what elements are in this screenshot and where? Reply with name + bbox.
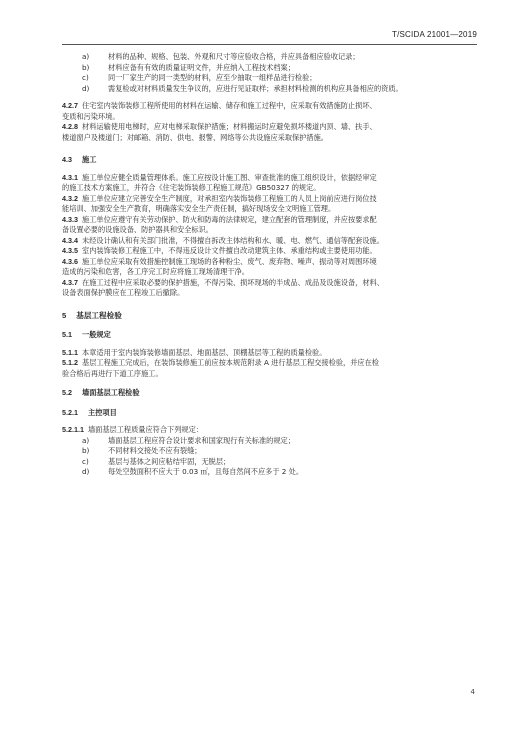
clause-number: 4.3.4 xyxy=(62,235,78,245)
clause-continuation-text: 备设置必要的设施设备、防护器具和安全标识。 xyxy=(62,225,213,234)
list-item-text: 材料应备有有效的质量证明文件，并应纳入工程技术档案； xyxy=(108,62,295,72)
clause-continuation xyxy=(62,112,477,123)
spacer xyxy=(62,143,477,155)
clause xyxy=(62,236,477,247)
clause-continuation-text: 设备表面保护膜应在工程竣工后撤除。 xyxy=(62,288,185,297)
clause-continuation-text: 的施工技术方案施工，并符合《住宅装饰装修工程施工规范》GB50327 的规定。 xyxy=(62,183,321,192)
spacer xyxy=(62,166,477,173)
clause xyxy=(62,215,477,226)
section-heading xyxy=(62,311,477,322)
clause xyxy=(62,358,477,369)
list-item xyxy=(62,52,477,63)
clause-text: 室内装饰装修工程施工中，不得违反设计文件擅自改动建筑主体、承重结构或主要使用功能。 xyxy=(82,246,377,255)
clause xyxy=(62,425,477,436)
list-item-label: b) xyxy=(82,62,90,72)
clause xyxy=(62,173,477,184)
clause-continuation-text: 造成的污染和危害，各工序完工时应将施工现场清理干净。 xyxy=(62,267,249,276)
list-item-text: 材料的品种、规格、包装、外观和尺寸等应验收合格，并应具备相应验收记录； xyxy=(108,52,360,61)
clause-continuation xyxy=(62,369,477,380)
list-item xyxy=(62,84,477,95)
section-title: 施工 xyxy=(82,155,97,164)
list-item-label: d) xyxy=(82,83,90,93)
spacer xyxy=(62,341,477,348)
spacer xyxy=(62,379,477,388)
clause-text: 施工单位应采取有效措施控制施工现场的各种粉尘、废气、废弃物、噪声、振动等对周围环境 xyxy=(82,256,377,266)
clause-continuation xyxy=(62,288,477,299)
section-title: 主控项目 xyxy=(88,407,117,417)
clause-continuation-text: 能培训、加强安全生产教育，明确落实安全生产责任制，搞好现场安全文明施工管理。 xyxy=(62,204,336,213)
clause-text: 本章适用于室内装饰装修墙面基层、地面基层、顶棚基层等工程的质量检验。 xyxy=(82,347,327,357)
list-item-label: a) xyxy=(82,435,90,445)
list-item-text: 同一厂家生产的同一类型的材料，应至少抽取一组样品进行检验； xyxy=(108,73,317,82)
clause-text: 施工单位应遵守有关劳动保护、防火和防毒的法律规定，建立配套的管理制度，并应按要求配 xyxy=(82,214,377,224)
section-heading xyxy=(62,408,477,419)
spacer xyxy=(62,418,477,425)
section-title: 基层工程检验 xyxy=(76,310,122,320)
clause-number: 4.3.5 xyxy=(62,246,78,255)
clause-number: 4.2.8 xyxy=(62,122,78,131)
list-item-label: d) xyxy=(82,467,90,476)
section-number: 5.2 xyxy=(62,388,72,397)
clause-continuation-text: 楼道窗户及楼道门；对邮箱、消防、供电、报警、网络等公共设施应采取保护措施。 xyxy=(62,132,328,142)
clause xyxy=(62,194,477,205)
clause-text: 住宅室内装饰装修工程所使用的材料在运输、储存和施工过程中，应采取有效措施防止损坏、 xyxy=(82,101,377,110)
section-number: 5.2.1 xyxy=(62,407,78,417)
clause-number: 5.1.2 xyxy=(62,358,78,367)
clause-number: 4.2.7 xyxy=(62,101,78,110)
clause-continuation-text: 验合格后再进行下道工序施工。 xyxy=(62,368,163,378)
clause-text: 墙面基层工程质量应符合下列规定： xyxy=(87,425,203,434)
list-item xyxy=(62,457,477,468)
list-item-label: b) xyxy=(82,446,90,455)
clause-text: 在施工过程中应采取必要的保护措施，不得污染、损坏现场的半成品、成品及设施设备，材料、 xyxy=(82,277,384,287)
standard-code: T/SCIDA 21001—2019 xyxy=(392,30,477,39)
section-heading xyxy=(62,330,477,341)
list-item xyxy=(62,63,477,74)
clause-text: 施工单位应建立完善安全生产制度，对承担室内装饰装修工程施工的人员上岗前应进行岗位技 xyxy=(82,193,377,203)
spacer xyxy=(62,94,477,101)
clause-continuation xyxy=(62,225,477,236)
list-item-text: 需复检或对材料质量发生争议的，应进行见证取样；承担材料检测的机构应具备相应的资质。 xyxy=(108,83,403,93)
section-heading xyxy=(62,155,477,166)
clause-text: 未经设计确认和有关部门批准，不得擅自拆改主体结构和水、暖、电、燃气、通信等配套设施。 xyxy=(82,235,384,245)
list-item xyxy=(62,436,477,447)
section-heading xyxy=(62,388,477,399)
document-body xyxy=(62,52,477,478)
clause-number: 4.3.1 xyxy=(62,172,78,182)
list-item xyxy=(62,467,477,478)
list-item xyxy=(62,73,477,84)
clause xyxy=(62,246,477,257)
clause-number: 4.3.3 xyxy=(62,214,78,224)
clause xyxy=(62,257,477,268)
clause-continuation-text: 变质和污染环境。 xyxy=(62,111,120,121)
clause-text: 基层工程施工完成后，在装饰装修施工前应按本规范附录 A 进行基层工程交接检验，并应在检 xyxy=(82,358,379,367)
list-item-text: 墙面基层工程应符合设计要求和国家现行有关标准的规定； xyxy=(108,435,295,445)
header-rule xyxy=(62,44,477,45)
list-item-text: 基层与基体之间应粘结牢固，无脱层； xyxy=(108,456,231,466)
clause-continuation xyxy=(62,133,477,144)
clause-text: 材料运输使用电梯时，应对电梯采取保护措施；材料搬运时应避免损坏楼道内顶、墙、扶手、 xyxy=(82,122,377,131)
clause-number: 4.3.2 xyxy=(62,193,78,203)
list-item-label: c) xyxy=(82,456,89,466)
page-number: 4 xyxy=(470,688,475,696)
list-item-text: 每处空鼓面积不应大于 0.03 ㎡，且每自然间不应多于 2 处。 xyxy=(108,467,304,476)
clause xyxy=(62,101,477,112)
list-item-label: a) xyxy=(82,52,90,61)
section-number: 4.3 xyxy=(62,155,72,164)
clause-continuation xyxy=(62,183,477,194)
clause-number: 4.3.7 xyxy=(62,277,78,287)
clause-number: 4.3.6 xyxy=(62,256,78,266)
section-title: 墙面基层工程检验 xyxy=(82,388,140,397)
clause xyxy=(62,348,477,359)
list-item-text: 不同材料交接处不应有裂缝； xyxy=(108,446,202,455)
list-item xyxy=(62,446,477,457)
section-title: 一般规定 xyxy=(82,330,111,339)
clause-number: 5.1.1 xyxy=(62,347,78,357)
spacer xyxy=(62,299,477,311)
clause-continuation xyxy=(62,204,477,215)
clause-continuation xyxy=(62,267,477,278)
list-item-label: c) xyxy=(82,73,89,82)
section-number: 5 xyxy=(62,310,67,320)
clause-number: 5.2.1.1 xyxy=(62,425,84,434)
clause xyxy=(62,122,477,133)
clause xyxy=(62,278,477,289)
spacer xyxy=(62,399,477,408)
spacer xyxy=(62,321,477,330)
section-number: 5.1 xyxy=(62,330,72,339)
clause-text: 施工单位应健全质量管理体系。施工应按设计施工图、审查批准的施工组织设计，依据经审定 xyxy=(82,172,377,182)
